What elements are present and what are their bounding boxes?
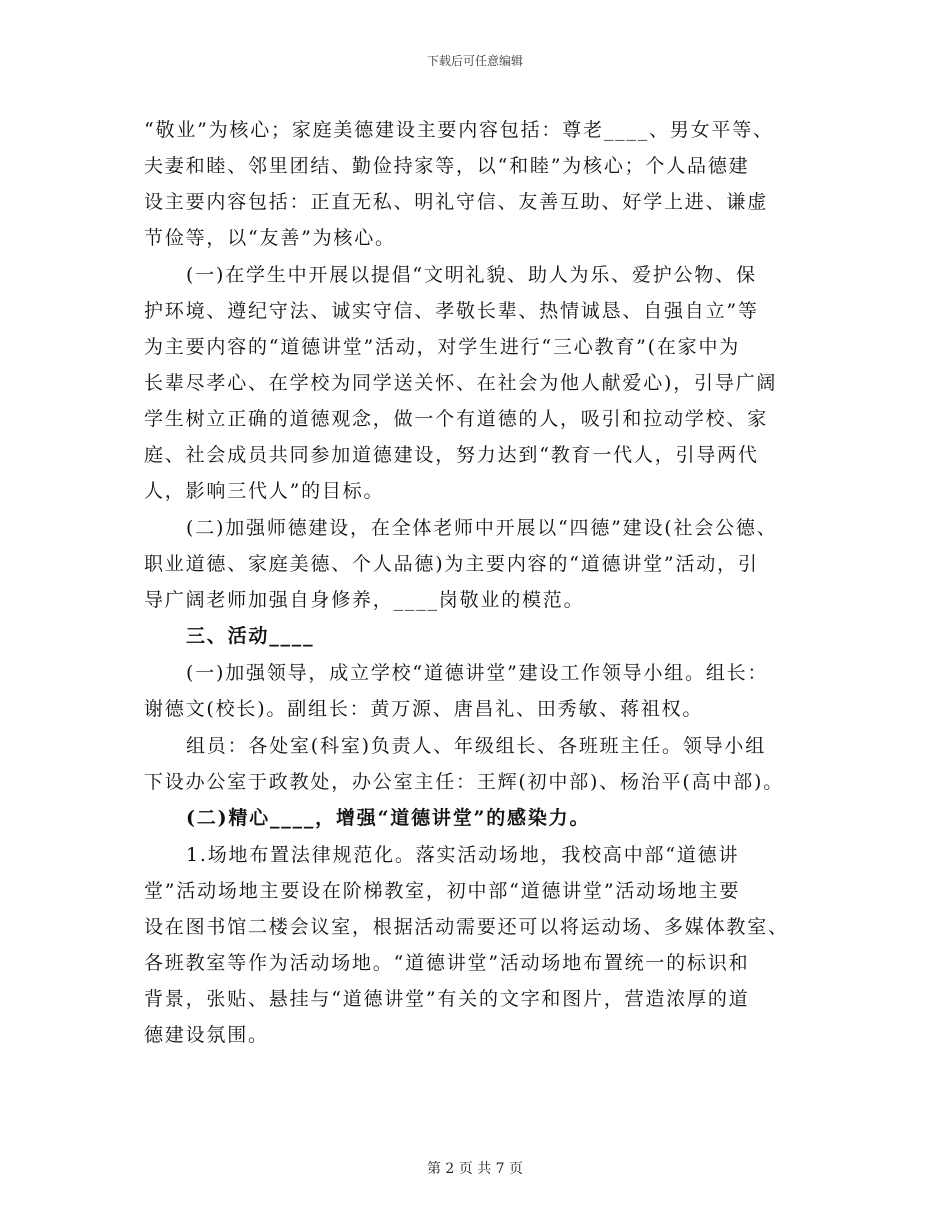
text-line: 设主要内容包括：正直无私、明礼守信、友善互助、好学上进、谦虚	[144, 191, 769, 213]
text-line: 堂”活动场地主要设在阶梯教室，初中部“道德讲堂”活动场地主要	[144, 880, 741, 902]
text-line: 设在图书馆二楼会议室，根据活动需要还可以将运动场、多媒体教室、	[144, 916, 789, 938]
text-line: 夫妻和睦、邻里团结、勤俭持家等，以“和睦”为核心；个人品德建	[144, 155, 750, 177]
text-line: 谢德文(校长)。副组长：黄万源、唐昌礼、田秀敏、蒋祖权。	[144, 698, 704, 720]
text-line: 庭、社会成员共同参加道德建设，努力达到“教育一代人，引导两代	[144, 444, 759, 466]
paragraph-start: 1.场地布置法律规范化。落实活动场地，我校高中部“道德讲	[186, 844, 740, 866]
paragraph-start: 组员：各处室(科室)负责人、年级组长、各班班主任。领导小组	[186, 735, 767, 757]
text-line: 背景，张贴、悬挂与“道德讲堂”有关的文字和图片，营造浓厚的道	[144, 988, 750, 1010]
text-line: 学生树立正确的道德观念，做一个有道德的人，吸引和拉动学校、家	[144, 408, 769, 430]
text-line: 长辈尽孝心、在学校为同学送关怀、在社会为他人献爱心)，引导广阔	[144, 372, 778, 394]
text-line: 导广阔老师加强自身修养，____岗敬业的模范。	[144, 589, 585, 611]
paragraph-start: (一)加强领导，成立学校“道德讲堂”建设工作领导小组。组长：	[186, 662, 769, 684]
text-line: 各班教室等作为活动场地。“道德讲堂”活动场地布置统一的标识和	[144, 952, 750, 974]
paragraph-start: (一)在学生中开展以提倡“文明礼貌、助人为乐、爱护公物、保	[186, 264, 757, 286]
paragraph-start: (二)加强师德建设，在全体老师中开展以“四德”建设(社会公德、	[186, 517, 778, 539]
text-line: 德建设氛围。	[144, 1024, 269, 1046]
text-line: 下设办公室于政教处，办公室主任：王辉(初中部)、杨治平(高中部)。	[144, 771, 785, 793]
subsection-heading: (二)精心____，增强“道德讲堂”的感染力。	[186, 807, 591, 829]
text-line: 为主要内容的“道德讲堂”活动，对学生进行“三心教育”(在家中为	[144, 336, 741, 358]
section-heading: 三、活动____	[186, 625, 315, 647]
text-line: 职业道德、家庭美德、个人品德)为主要内容的“道德讲堂”活动，引	[144, 553, 759, 575]
page-header: 下载后可任意编辑	[426, 54, 523, 68]
text-line: 护环境、遵纪守法、诚实守信、孝敬长辈、热情诚恳、自强自立”等	[144, 300, 759, 322]
page-number: 第 2 页 共 7 页	[426, 1161, 524, 1177]
text-line: 人，影响三代人”的目标。	[144, 480, 385, 502]
text-line: 节俭等，以“友善”为核心。	[144, 227, 396, 249]
text-line: “敬业”为核心；家庭美德建设主要内容包括：尊老____、男女平等、	[144, 119, 774, 141]
